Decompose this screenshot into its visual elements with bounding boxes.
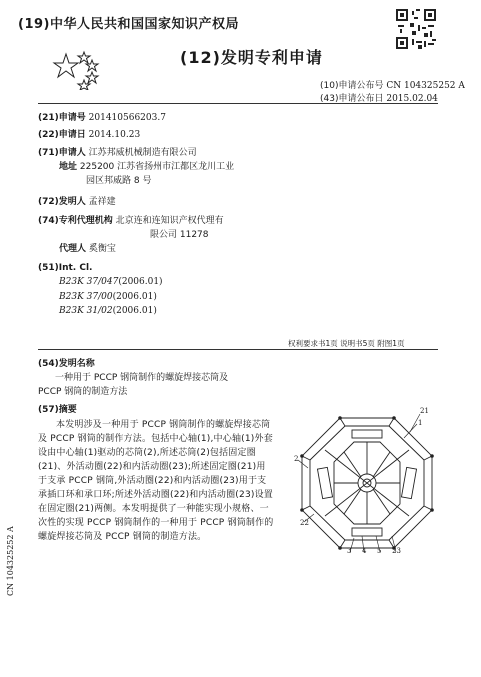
- abstract-label: (57)摘要: [38, 405, 77, 415]
- title-label: (54)发明名称: [38, 359, 95, 369]
- agent-row: [59, 241, 116, 254]
- address-label: 地址: [59, 162, 78, 172]
- abstract-text: 本发明涉及一种用于 PCCP 钢筒制作的螺旋焊接芯筒及 PCCP 钢筒的制作方法。包括中心轴(1),中心轴(1)外套设由中心轴(1)驱动的芯筒(2),所述芯筒(2)包括固定圈(21)、外活动圈(22)和内活动圈(23);所述固定圈(21)用于支承 PCCP 钢筒,外活动圈(22)和内活动圈(23)用于支承插口环和承口环;所述外活动圈(22)和内活动圈(23)设置在固定圈(21)两侧。本发明提供了一种能实现小规格、一次性的实现 PCCP 钢筒制作的一种用于 PCCP 钢筒制作的螺旋焊接芯筒及 PCCP 钢筒的制造方法。: [38, 420, 274, 542]
- figure-label-2: 2: [294, 455, 299, 463]
- publication-date-label: (43)申请公布日: [320, 94, 384, 104]
- application-number-label: (21)申请号: [38, 113, 86, 123]
- agent-label: 代理人: [59, 244, 87, 254]
- address-line-2: 园区邦威路 8 号: [86, 176, 152, 186]
- figure-label-23: 23: [392, 547, 401, 555]
- ipc-version: (2006.01): [112, 292, 157, 302]
- figure-label-1: 1: [418, 419, 423, 427]
- publication-number-label: (10)申请公布号: [320, 81, 384, 91]
- inventor-label: (72)发明人: [38, 197, 86, 207]
- figure-label-5: 5: [377, 547, 382, 555]
- ipc-entry: [59, 277, 163, 287]
- title-line-2: PCCP 钢筒的制造方法: [38, 387, 128, 397]
- header-divider: [38, 103, 438, 104]
- figure-label-4: 4: [362, 547, 367, 555]
- office-name: (19)中华人民共和国国家知识产权局: [18, 17, 239, 32]
- application-date-label: (22)申请日: [38, 130, 86, 140]
- ipc-entry: [59, 292, 157, 302]
- ipc-code: B23K 37/047: [59, 277, 119, 287]
- figure-label-21: 21: [420, 407, 429, 415]
- section-divider: [38, 349, 438, 350]
- ipc-version: (2006.01): [112, 306, 157, 316]
- ipc-version: (2006.01): [118, 277, 163, 287]
- national-emblem-stars-icon: [50, 50, 104, 90]
- applicant-name: 江苏邦威机械制造有限公司: [88, 148, 197, 158]
- ipc-entry: [59, 306, 157, 316]
- agency-label: (74)专利代理机构: [38, 216, 113, 226]
- agent-name: 奚衡宝: [88, 244, 116, 254]
- title-line-1: 一种用于 PCCP 钢筒制作的螺旋焊接芯筒及: [55, 373, 229, 383]
- applicant-label: (71)申请人: [38, 148, 86, 158]
- publication-number-row: [320, 78, 465, 91]
- abstract-figure: [292, 410, 442, 560]
- agency-line-2: 限公司 11278: [150, 230, 209, 240]
- address-line-1: 225200 江苏省扬州市江都区龙川工业: [79, 162, 235, 172]
- application-date: 2014.10.23: [88, 130, 141, 140]
- agency-line-1: 北京连和连知识产权代理有: [115, 216, 224, 226]
- inventor-name: 孟祥建: [88, 197, 116, 207]
- publication-number: CN 104325252 A: [386, 81, 465, 91]
- publication-date: 2015.02.04: [386, 94, 438, 104]
- application-number: 201410566203.7: [88, 113, 166, 123]
- ipc-code: B23K 31/02: [59, 306, 113, 316]
- pages-info: 权利要求书1页 说明书5页 附图1页: [288, 339, 405, 348]
- int-cl-label: (51)Int. Cl.: [38, 263, 93, 273]
- side-publication-number: CN 104325252 A: [6, 526, 15, 596]
- qr-code-icon: [396, 9, 436, 49]
- ipc-code: B23K 37/00: [59, 292, 113, 302]
- agency-row: [38, 213, 224, 226]
- address-row: [59, 159, 234, 172]
- application-date-row: [38, 127, 140, 140]
- inventor-row: [38, 194, 116, 207]
- figure-label-3: 3: [347, 547, 352, 555]
- application-number-row: [38, 110, 166, 123]
- document-type: (12)发明专利申请: [180, 48, 323, 67]
- applicant-row: [38, 145, 197, 158]
- figure-label-22: 22: [300, 519, 309, 527]
